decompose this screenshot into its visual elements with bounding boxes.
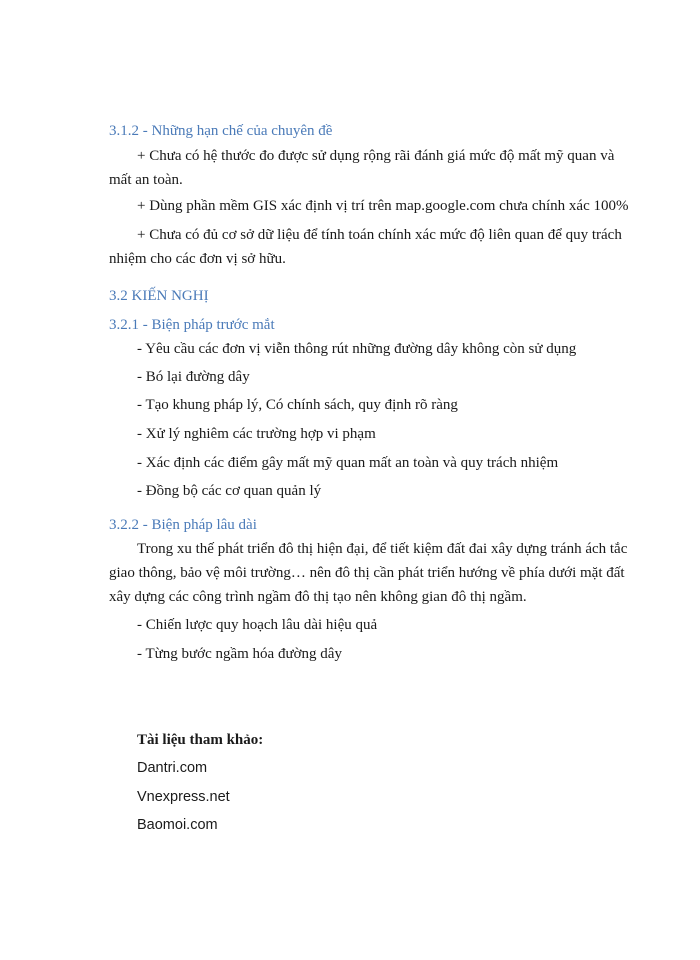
list-item: - Chiến lược quy hoạch lâu dài hiệu quả [137,617,378,633]
paragraph-line: nhiệm cho các đơn vị sở hữu. [109,251,286,267]
paragraph-line: giao thông, bảo vệ môi trường… nên đô thị cần phát triển hướng về phía dưới mặt đất [109,565,625,581]
paragraph-line: xây dựng các công trình ngầm đô thị tạo nên không gian đô thị ngầm. [109,589,527,605]
references-title: Tài liệu tham khảo: [137,732,264,748]
list-item: - Yêu cầu các đơn vị viễn thông rút những đường dây không còn sử dụng [137,341,577,357]
section-heading-3-2-2: 3.2.2 - Biện pháp lâu dài [109,517,257,533]
list-item: - Đồng bộ các cơ quan quản lý [137,483,322,499]
paragraph-line: + Dùng phần mềm GIS xác định vị trí trên map.google.com chưa chính xác 100% [137,198,629,214]
reference-item: Baomoi.com [137,817,218,833]
section-heading-3-2: 3.2 KIẾN NGHỊ [109,288,209,304]
section-heading-3-1-2: 3.1.2 - Những hạn chế của chuyên đề [109,123,333,139]
reference-item: Vnexpress.net [137,789,230,805]
paragraph-line: Trong xu thế phát triển đô thị hiện đại, để tiết kiệm đất đai xây dựng tránh ách tắc [137,541,628,557]
reference-item: Dantri.com [137,760,208,776]
list-item: - Tạo khung pháp lý, Có chính sách, quy định rõ ràng [137,397,458,413]
paragraph-line: mất an toàn. [109,172,183,188]
paragraph-line: + Chưa có hệ thước đo được sử dụng rộng rãi đánh giá mức độ mất mỹ quan và [137,148,615,164]
list-item: - Từng bước ngầm hóa đường dây [137,646,342,662]
list-item: - Xác định các điểm gây mất mỹ quan mất an toàn và quy trách nhiệm [137,455,559,471]
list-item: - Bó lại đường dây [137,369,250,385]
section-heading-3-2-1: 3.2.1 - Biện pháp trước mắt [109,317,275,333]
paragraph-line: + Chưa có đủ cơ sở dữ liệu để tính toán chính xác mức độ liên quan để quy trách [137,227,622,243]
list-item: - Xử lý nghiêm các trường hợp vi phạm [137,426,376,442]
